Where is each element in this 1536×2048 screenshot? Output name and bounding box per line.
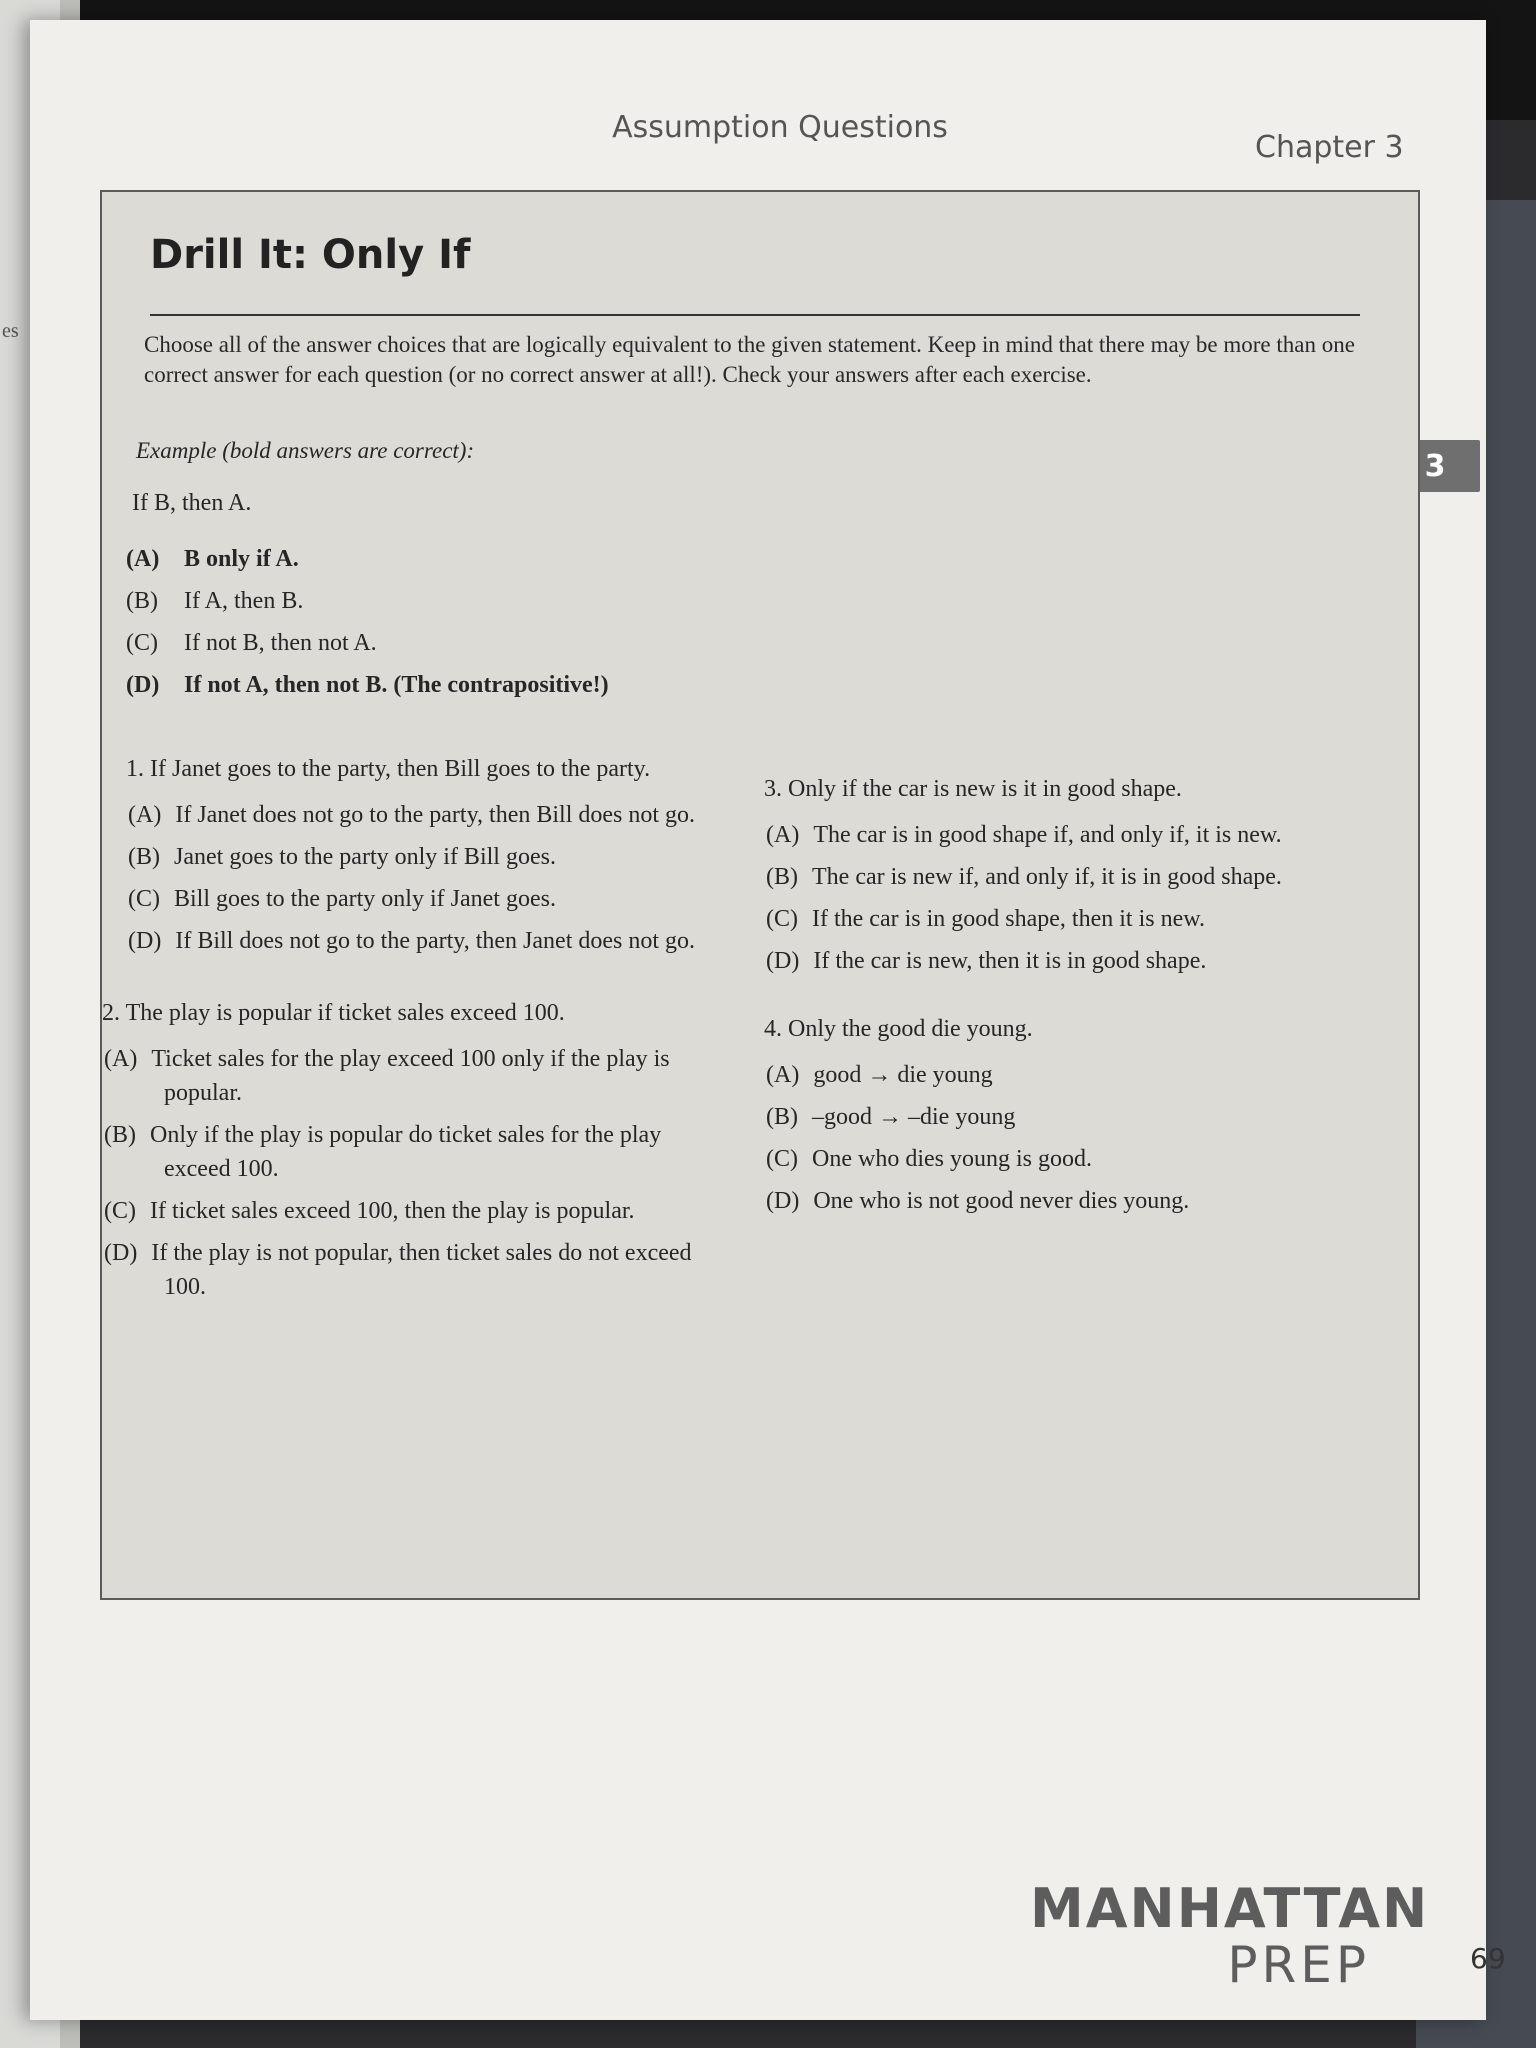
example-choice	[126, 538, 826, 580]
chapter-label: Chapter 3	[1255, 130, 1404, 165]
drill-box	[100, 190, 1420, 1600]
choice-letter: (B)	[766, 864, 798, 890]
logo-line-2: PREP	[1227, 1936, 1370, 1994]
choice-letter: (D)	[126, 672, 160, 698]
choice-text: If ticket sales exceed 100, then the play is popular.	[150, 1198, 635, 1224]
choice-letter: (B)	[766, 1104, 798, 1130]
answer-choice	[752, 1184, 1312, 1218]
question-text: If Janet goes to the party, then Bill goes to the party.	[150, 756, 651, 782]
answer-choice	[114, 882, 722, 916]
page-number: 69	[1470, 1942, 1506, 1975]
choice-text: If the car is new, then it is in good shape.	[813, 948, 1207, 974]
choice-letter: (C)	[104, 1198, 136, 1224]
choice-letter: (D)	[104, 1240, 138, 1266]
example-statement: If B, then A.	[132, 490, 252, 516]
question-stem	[752, 1012, 1312, 1046]
question-number: 1.	[126, 756, 144, 782]
choice-text: If the play is not popular, then ticket sales do not exceed 100.	[151, 1240, 692, 1300]
example-choices	[126, 538, 826, 706]
example-choice	[126, 622, 826, 664]
choice-text: If Janet does not go to the party, then Bill does not go.	[175, 802, 696, 828]
question-2	[90, 996, 722, 1304]
choice-text: Bill goes to the party only if Janet goes.	[174, 886, 556, 912]
publisher-logo	[1030, 1877, 1430, 1994]
choice-text: Ticket sales for the play exceed 100 only if the play is popular.	[151, 1046, 670, 1106]
choice-letter: (A)	[126, 546, 160, 572]
question-text: Only the good die young.	[788, 1016, 1033, 1042]
answer-choice	[752, 1058, 1312, 1092]
question-text: Only if the car is new is it in good shape.	[788, 776, 1182, 802]
choice-letter: (C)	[766, 1146, 798, 1172]
choice-letter: (A)	[766, 822, 800, 848]
answer-choice	[752, 860, 1312, 894]
drill-title: Drill It: Only If	[150, 232, 471, 278]
choice-text: If not A, then not B. (The contrapositive!)	[184, 672, 609, 698]
answer-choice	[752, 944, 1312, 978]
drill-instructions: Choose all of the answer choices that are logically equivalent to the given statement. Keep in mind that there may be more than one correct answer for each question (or no correct answer at all!). Check your answers after each exercise.	[144, 332, 1355, 387]
question-stem	[752, 772, 1312, 806]
answer-choice	[752, 902, 1312, 936]
choice-text: If Bill does not go to the party, then Janet does not go.	[175, 928, 696, 954]
choice-text: If not B, then not A.	[184, 630, 377, 656]
choice-letter: (D)	[128, 928, 162, 954]
answer-choice	[114, 798, 722, 832]
choice-letter: (A)	[104, 1046, 138, 1072]
answer-choice	[90, 1236, 722, 1304]
logo-line-1: MANHATTAN	[1030, 1877, 1430, 1940]
choice-text: If A, then B.	[184, 588, 304, 614]
choice-letter: (B)	[126, 588, 158, 614]
left-column	[102, 752, 722, 1312]
chapter-tab: 3	[1390, 440, 1480, 492]
answer-choice	[90, 1194, 722, 1228]
question-stem	[90, 996, 722, 1030]
choice-text: One who is not good never dies young.	[813, 1188, 1190, 1214]
choice-letter: (B)	[104, 1122, 136, 1148]
answer-choice	[90, 1042, 722, 1110]
book-page	[30, 20, 1506, 2020]
answer-choice	[114, 924, 722, 958]
question-number: 4.	[764, 1016, 782, 1042]
choice-letter: (A)	[766, 1062, 800, 1088]
choice-text: The car is new if, and only if, it is in good shape.	[812, 864, 1282, 890]
facing-page-text: es	[2, 320, 19, 342]
choice-text: –good → –die young	[812, 1104, 1016, 1130]
answer-choice	[90, 1118, 722, 1186]
choice-text: If the car is in good shape, then it is new.	[812, 906, 1206, 932]
question-3	[752, 772, 1312, 978]
question-number: 2.	[102, 1000, 120, 1026]
choice-text: Only if the play is popular do ticket sales for the play exceed 100.	[150, 1122, 662, 1182]
question-stem	[114, 752, 722, 786]
answer-choice	[114, 840, 722, 874]
choice-text: Janet goes to the party only if Bill goes.	[174, 844, 556, 870]
example-label: Example (bold answers are correct):	[136, 438, 475, 463]
right-column	[752, 772, 1312, 1226]
choice-letter: (A)	[128, 802, 162, 828]
question-number: 3.	[764, 776, 782, 802]
choice-text: The car is in good shape if, and only if, it is new.	[813, 822, 1282, 848]
example-choice	[126, 664, 826, 706]
choice-text: good → die young	[813, 1062, 993, 1088]
choice-letter: (D)	[766, 948, 800, 974]
choice-letter: (C)	[766, 906, 798, 932]
choice-letter: (D)	[766, 1188, 800, 1214]
choice-text: B only if A.	[184, 546, 299, 572]
answer-choice	[752, 818, 1312, 852]
title-rule	[150, 314, 1360, 316]
answer-choice	[752, 1100, 1312, 1134]
choice-letter: (C)	[128, 886, 160, 912]
choice-text: One who dies young is good.	[812, 1146, 1092, 1172]
answer-choice	[752, 1142, 1312, 1176]
choice-letter: (B)	[128, 844, 160, 870]
question-1	[114, 752, 722, 958]
example-choice	[126, 580, 826, 622]
choice-letter: (C)	[126, 630, 158, 656]
running-header: Assumption Questions	[612, 110, 948, 145]
question-text: The play is popular if ticket sales exceed 100.	[125, 1000, 565, 1026]
question-4	[752, 1012, 1312, 1218]
